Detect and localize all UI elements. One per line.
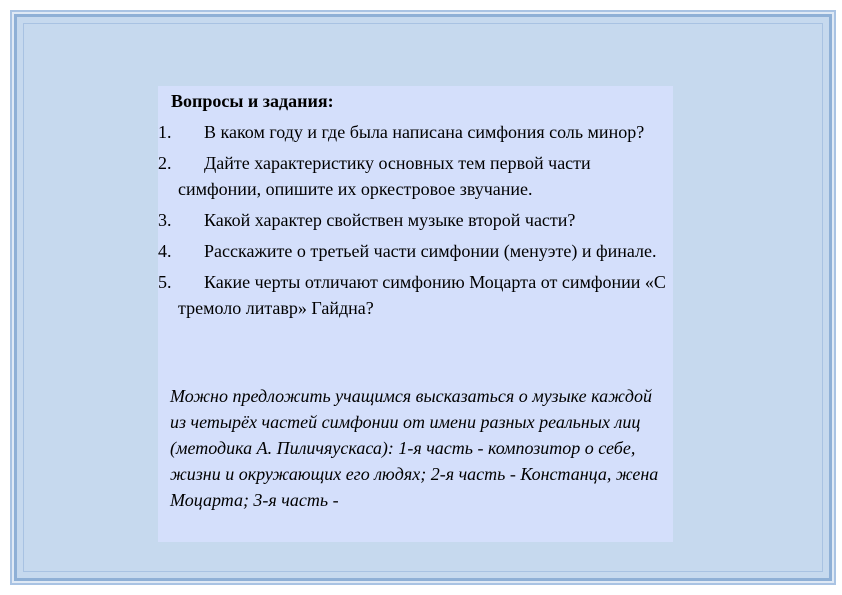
question-number: 2. [158,153,172,173]
question-item [158,150,673,202]
question-text: Дайте характеристику основных тем первой части симфонии, опишите их оркестровое звучание. [178,153,591,199]
question-number: 4. [158,241,172,261]
question-number: 1. [158,122,172,142]
heading: Вопросы и задания: [171,91,334,111]
question-item [158,207,673,233]
questions-list [158,119,673,326]
question-text: Расскажите о третьей части симфонии (менуэте) и финале. [204,241,657,261]
question-item [158,238,673,264]
question-item [158,269,673,321]
question-item [158,119,673,145]
question-text: Какие черты отличают симфонию Моцарта от симфонии «С тремоло литавр» Гайдна? [178,272,666,318]
question-number: 5. [158,272,172,292]
question-text: В каком году и где была написана симфония соль минор? [204,122,645,142]
content-box [158,86,673,542]
teacher-note: Можно предложить учащимся высказаться о музыке каждой из четырёх частей симфонии от имени разных реальных лиц (методика А. Пиличяускаса): 1-я часть - композитор о себе, жизни и окружающих его людях; 2-я часть - Констанца, жена Моцарта; 3-я часть - [170,386,659,510]
question-number: 3. [158,210,172,230]
question-text: Какой характер свойствен музыке второй части? [204,210,576,230]
